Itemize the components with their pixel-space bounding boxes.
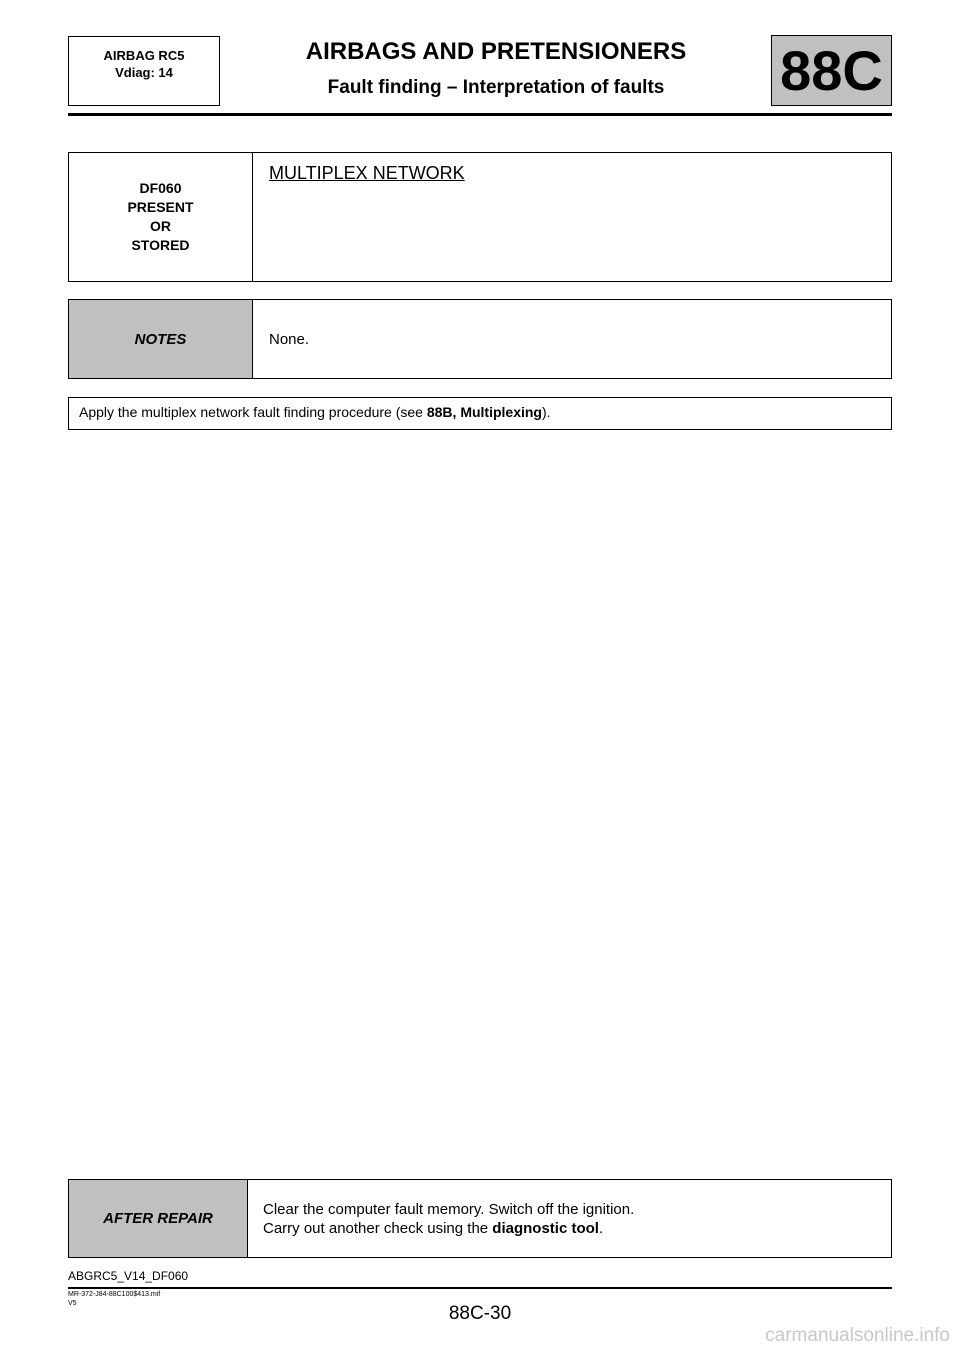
page-subtitle: Fault finding – Interpretation of faults bbox=[327, 77, 665, 98]
after-repair-line-2 bbox=[263, 1219, 891, 1238]
after-repair-line-1: Clear the computer fault memory. Switch off the ignition. bbox=[263, 1201, 635, 1218]
procedure-text-end: ). bbox=[541, 404, 551, 420]
watermark-text: carmanualsonline.info bbox=[765, 1325, 950, 1346]
after-repair-label: AFTER REPAIR bbox=[69, 1180, 248, 1257]
notes-box bbox=[68, 299, 892, 379]
source-file-name: MR-372-J84-88C100$413.mif bbox=[68, 1291, 161, 1298]
fault-code: DF060 bbox=[139, 180, 182, 196]
document-reference: ABGRC5_V14_DF060 bbox=[68, 1269, 189, 1283]
model-box bbox=[68, 36, 220, 106]
after-repair-line-2-text: Carry out another check using the bbox=[263, 1220, 493, 1237]
after-repair-text bbox=[248, 1180, 891, 1257]
procedure-reference: 88B, Multiplexing bbox=[426, 404, 542, 420]
diagnostic-tool-term: diagnostic tool bbox=[492, 1220, 599, 1237]
notes-text: None. bbox=[269, 330, 310, 348]
fault-title-cell bbox=[253, 153, 891, 281]
vdiag-version: Vdiag: 14 bbox=[115, 65, 173, 80]
fault-code-cell bbox=[69, 153, 253, 281]
page-title: AIRBAGS AND PRETENSIONERS bbox=[305, 38, 687, 65]
procedure-text: Apply the multiplex network fault finding procedure (see bbox=[79, 404, 427, 420]
fault-title: MULTIPLEX NETWORK bbox=[269, 163, 465, 183]
fault-state-present: PRESENT bbox=[127, 199, 194, 215]
model-name: AIRBAG RC5 bbox=[103, 48, 185, 63]
document-version: V5 bbox=[68, 1300, 77, 1307]
after-repair-line-2-end: . bbox=[598, 1220, 604, 1237]
procedure-box bbox=[68, 397, 892, 430]
after-repair-box bbox=[68, 1179, 892, 1258]
fault-box bbox=[68, 152, 892, 282]
header-divider bbox=[68, 113, 892, 116]
page-number: 88C-30 bbox=[448, 1303, 512, 1324]
fault-state-stored: STORED bbox=[131, 237, 190, 253]
footer-divider bbox=[68, 1287, 892, 1289]
fault-state-or: OR bbox=[150, 218, 171, 234]
section-code-badge: 88C bbox=[771, 35, 892, 106]
notes-label: NOTES bbox=[69, 300, 253, 378]
